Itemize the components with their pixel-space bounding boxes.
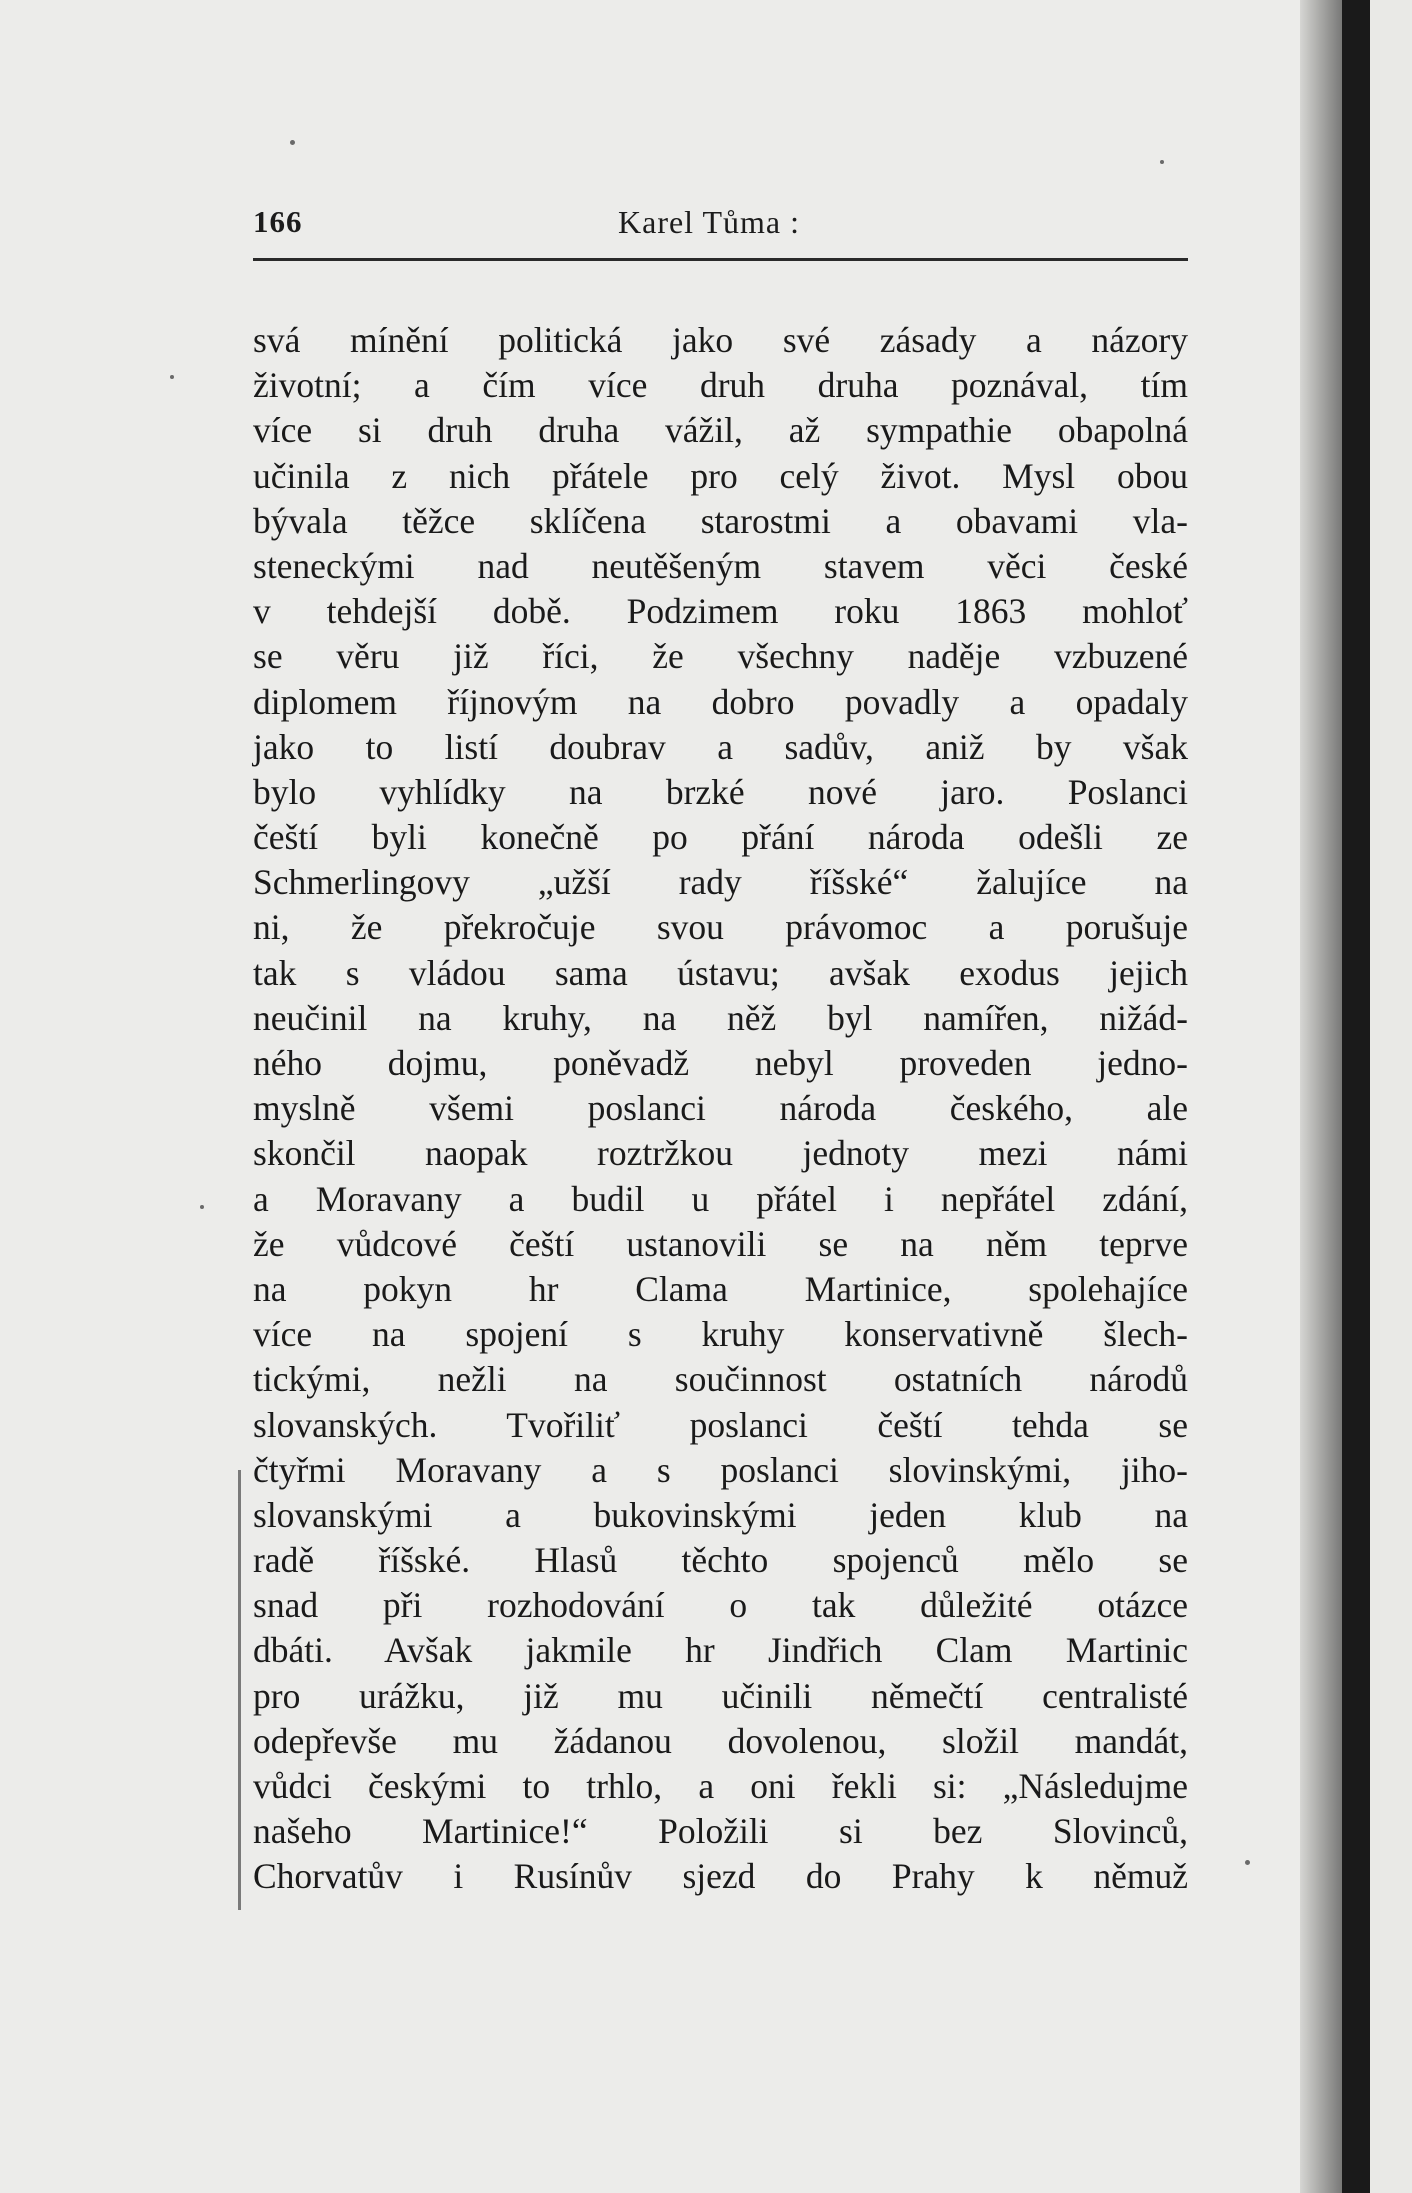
text-line: na pokyn hr Clama Martinice, spolehajíce xyxy=(253,1268,1188,1309)
text-line: steneckými nad neutěšeným stavem věci české xyxy=(253,545,1188,586)
text-line: že vůdcové čeští ustanovili se na něm teprve xyxy=(253,1223,1188,1264)
body-text xyxy=(253,318,1188,1900)
text-line: pro urážku, již mu učinili němečtí centralisté xyxy=(253,1675,1188,1716)
text-line: jako to listí doubrav a sadův, aniž by však xyxy=(253,726,1188,767)
text-line: radě říšské. Hlasů těchto spojenců mělo se xyxy=(253,1540,1188,1581)
text-line: myslně všemi poslanci národa českého, ale xyxy=(253,1088,1188,1129)
text-line: ni, že překročuje svou právomoc a porušuje xyxy=(253,907,1188,948)
text-line: dbáti. Avšak jakmile hr Jindřich Clam Martinic xyxy=(253,1630,1188,1671)
text-line: svá mínění politická jako své zásady a názory xyxy=(253,320,1188,360)
text-line: diplomem říjnovým na dobro povadly a opadaly xyxy=(253,681,1188,722)
paper-speck xyxy=(170,375,174,379)
text-line: slovanskými a bukovinskými jeden klub na xyxy=(253,1494,1188,1535)
text-line: tickými, nežli na součinnost ostatních národů xyxy=(253,1359,1188,1400)
text-line: tak s vládou sama ústavu; avšak exodus jejich xyxy=(253,952,1188,993)
paper-speck xyxy=(200,1205,204,1209)
running-head: Karel Tůma : xyxy=(618,204,801,240)
text-line: skončil naopak roztržkou jednoty mezi námi xyxy=(253,1133,1188,1174)
paper-speck xyxy=(290,140,295,145)
text-line: snad při rozhodování o tak důležité otázce xyxy=(253,1585,1188,1626)
text-line: bylo vyhlídky na brzké nové jaro. Poslanci xyxy=(253,771,1188,812)
paper-speck xyxy=(1160,160,1164,164)
text-line: učinila z nich přátele pro celý život. Mysl obou xyxy=(253,455,1188,496)
text-line: a Moravany a budil u přátel i nepřátel zdání, xyxy=(253,1178,1188,1219)
text-line: vůdci českými to trhlo, a oni řekli si: „Následujme xyxy=(253,1766,1188,1806)
text-line: Chorvatův i Rusínův sjezd do Prahy k němuž xyxy=(253,1856,1188,1897)
text-line: našeho Martinice!“ Položili si bez Slovinců, xyxy=(253,1811,1188,1852)
text-line: ného dojmu, poněvadž nebyl proveden jedno- xyxy=(253,1043,1188,1083)
text-line: více si druh druha vážil, až sympathie obapolná xyxy=(253,410,1188,451)
text-line: slovanských. Tvořiliť poslanci čeští tehda se xyxy=(253,1404,1188,1445)
text-line: více na spojení s kruhy konservativně šlech- xyxy=(253,1314,1188,1355)
page-header xyxy=(253,204,1188,261)
text-line: se věru již říci, že všechny naděje vzbuzené xyxy=(253,636,1188,677)
text-line: neučinil na kruhy, na něž byl namířen, nižád- xyxy=(253,997,1188,1038)
text-line: v tehdejší době. Podzimem roku 1863 mohloť xyxy=(253,591,1188,632)
text-line: Schmerlingovy „užší rady říšské“ žalujíce na xyxy=(253,862,1188,903)
text-line: odepřevše mu žádanou dovolenou, složil mandát, xyxy=(253,1720,1188,1761)
page-number: 166 xyxy=(253,204,303,239)
text-line: čeští byli konečně po přání národa odešli ze xyxy=(253,817,1188,858)
text-line: životní; a čím více druh druha poznával, tím xyxy=(253,365,1188,406)
paper-speck xyxy=(1245,1860,1250,1865)
text-line: bývala těžce sklíčena starostmi a obavami vla- xyxy=(253,500,1188,541)
page-edge-dark xyxy=(1342,0,1370,2193)
text-line: čtyřmi Moravany a s poslanci slovinskými, jiho- xyxy=(253,1449,1188,1490)
margin-mark xyxy=(238,1470,241,1910)
